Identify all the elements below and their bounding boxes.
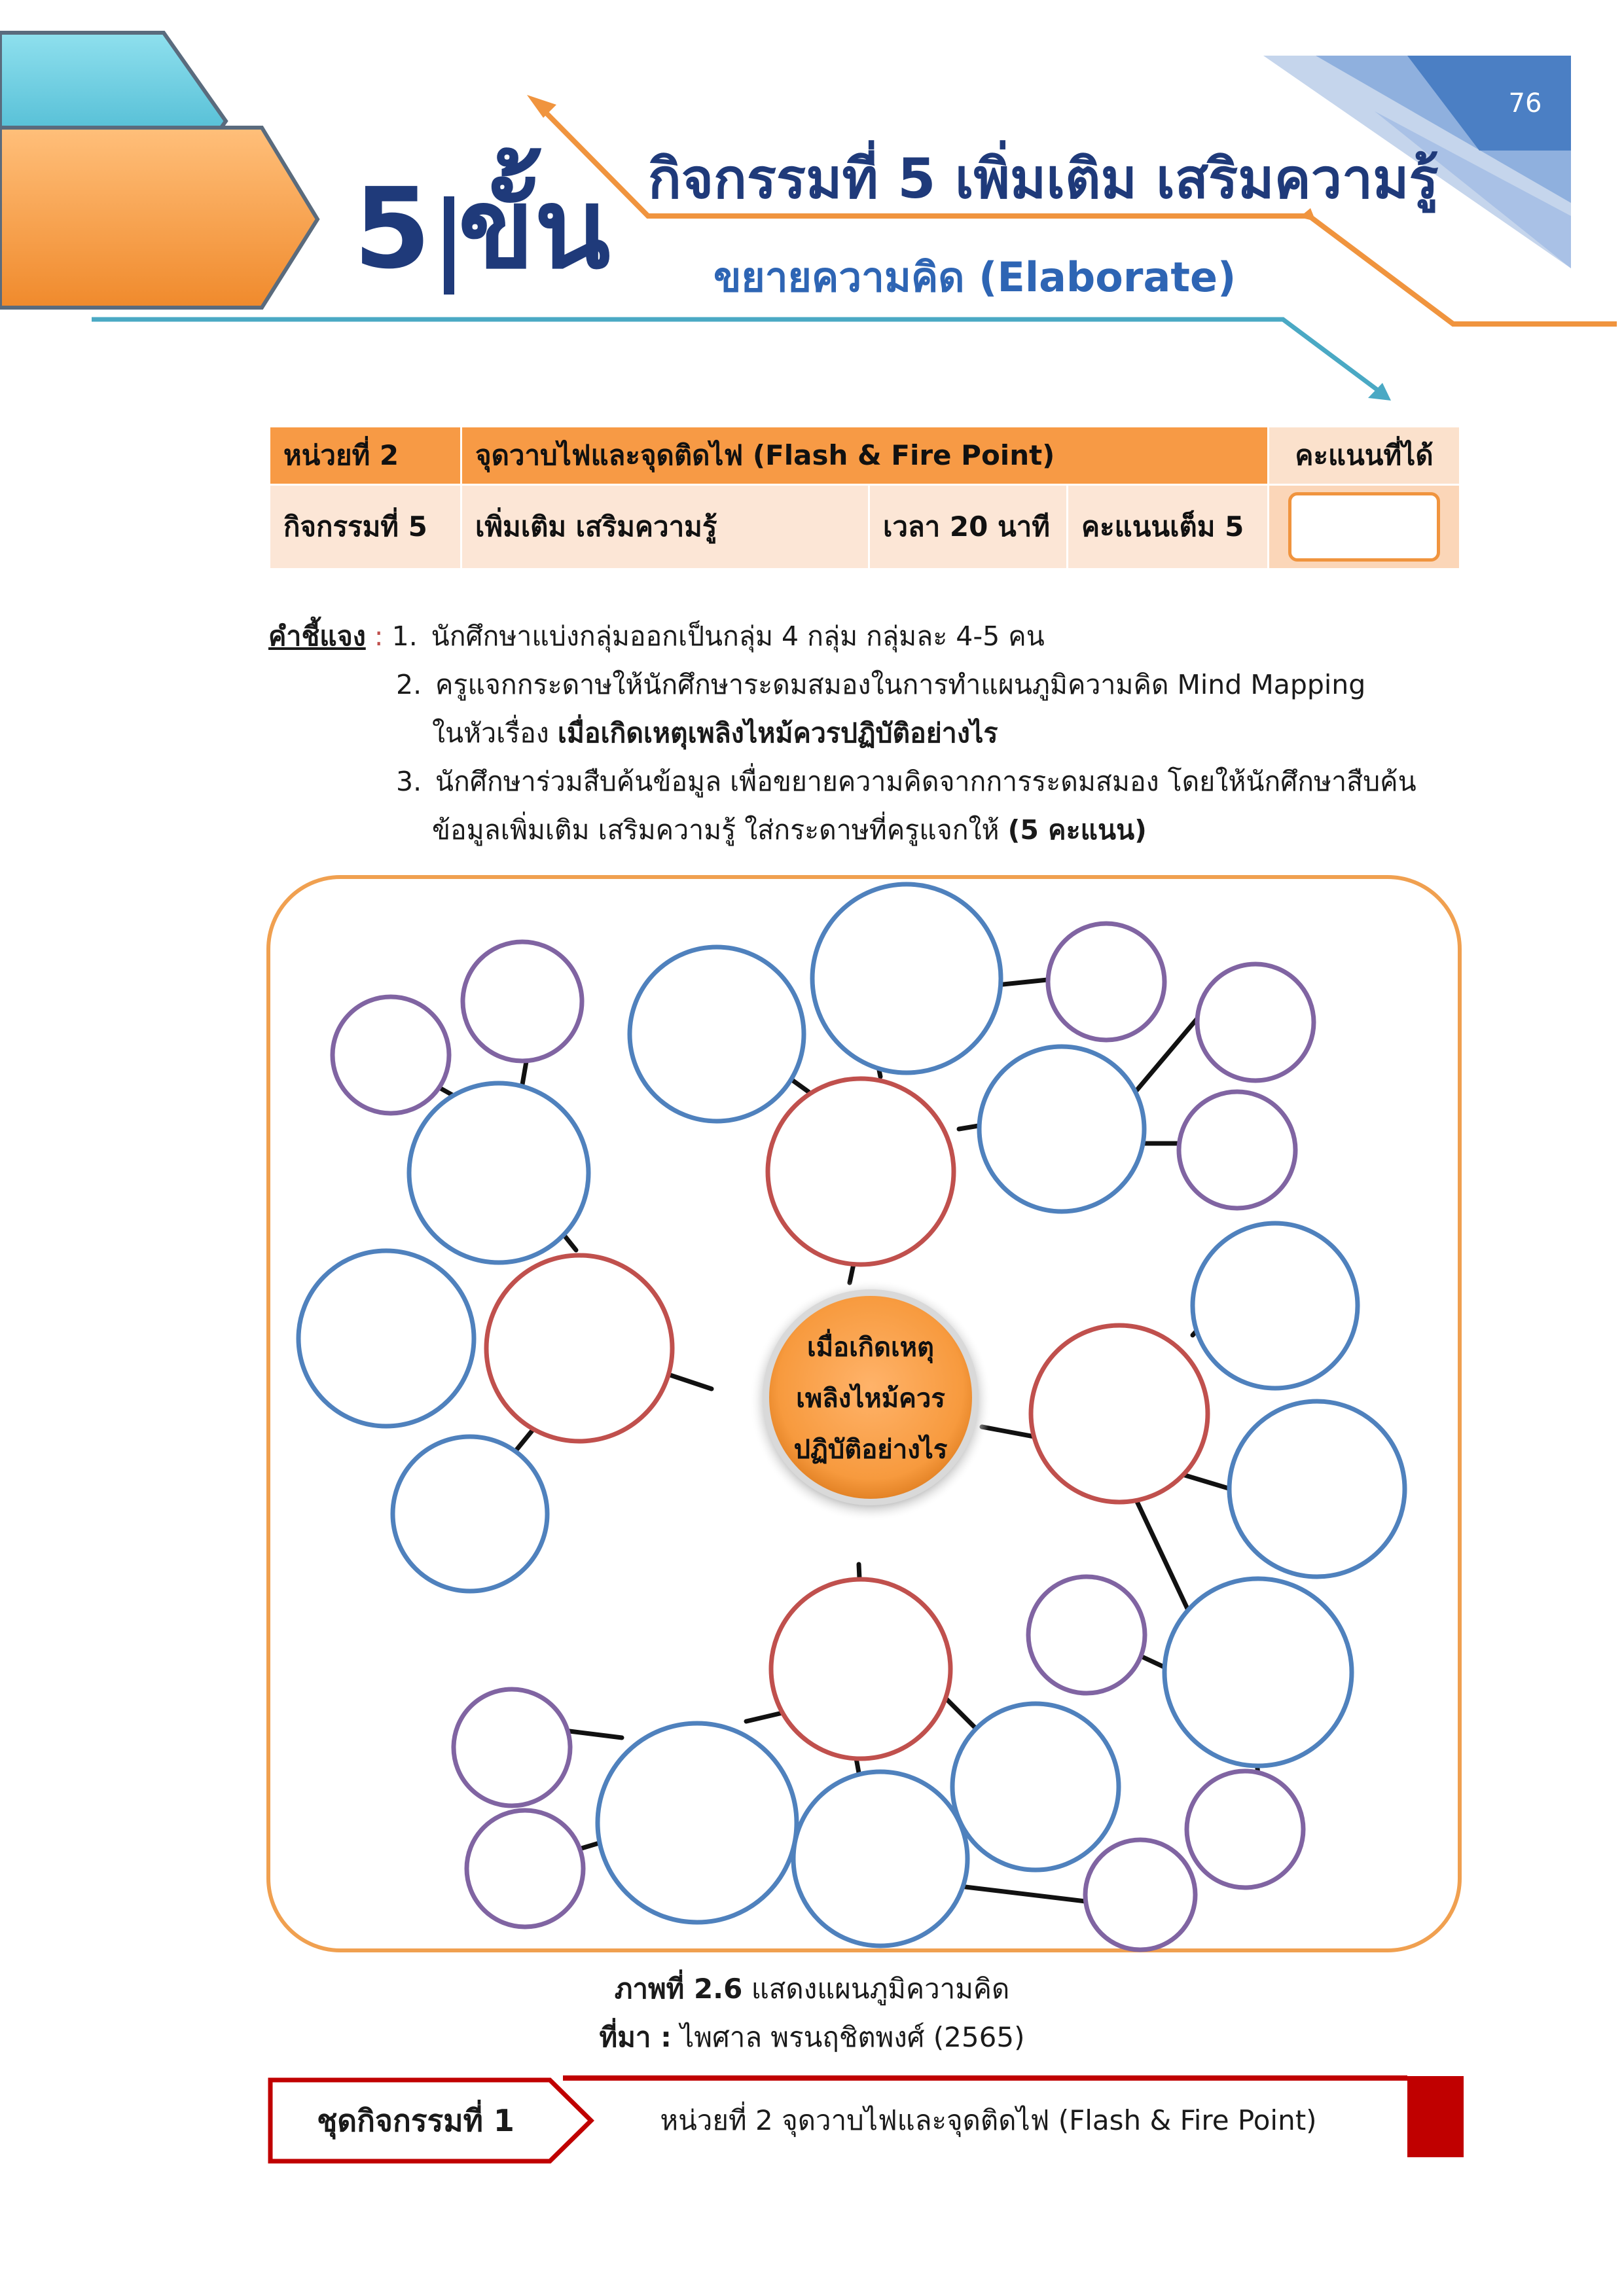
caption-line-source (0, 2013, 1624, 2062)
activity-label: กิจกรรมที่ 5 (270, 485, 461, 569)
detail-circle (454, 1689, 570, 1806)
idea-circle (812, 884, 1001, 1073)
figure-caption (0, 1965, 1624, 2062)
score-cell (1269, 485, 1460, 569)
connector-line (1136, 1499, 1188, 1610)
branch-circle (771, 1579, 950, 1759)
connector-line (959, 1126, 979, 1129)
step-number: 5 (353, 164, 431, 294)
orange-arrow-shape (0, 128, 317, 308)
instruction-item-2 (268, 660, 1486, 709)
branch-circle (486, 1255, 672, 1441)
source-label: ที่มา : (599, 2021, 672, 2053)
step-word: ขั้น (458, 164, 611, 294)
topic-text: เมื่อเกิดเหตุเพลิงไหม้ควรปฏิบัติอย่างไร (557, 717, 998, 749)
detail-circle (1048, 924, 1164, 1040)
item-text: นักศึกษาร่วมสืบค้นข้อมูล เพื่อขยายความคิดจากการระดมสมอง โดยให้นักศึกษาสืบค้น (435, 766, 1416, 797)
detail-circle (333, 997, 449, 1113)
unit-label: หน่วยที่ 2 (270, 427, 461, 485)
source-text: ไพศาล พรนฤชิตพงศ์ (2565) (680, 2021, 1025, 2053)
item-text: ในหัวเรื่อง (432, 717, 549, 749)
unit-name: จุดวาบไฟและจุดติดไฟ (Flash & Fire Point) (461, 427, 1269, 485)
idea-circle (1229, 1401, 1405, 1577)
activity-time: เวลา 20 นาที (869, 485, 1068, 569)
idea-circle (1164, 1579, 1352, 1766)
center-line: ปฏิบัติอย่างไร (793, 1435, 948, 1465)
idea-circle (793, 1772, 967, 1946)
instruction-item-1 (268, 612, 1486, 660)
info-row-unit (270, 427, 1460, 485)
idea-circle (1193, 1223, 1358, 1388)
center-line: เมื่อเกิดเหตุ (807, 1333, 934, 1363)
connector-line (946, 1698, 979, 1731)
activity-name: เพิ่มเติม เสริมความรู้ (461, 485, 869, 569)
info-table (268, 425, 1461, 570)
step-divider (444, 196, 454, 295)
instruction-item-3 (268, 757, 1486, 806)
idea-circle (298, 1251, 474, 1426)
idea-circle (979, 1047, 1144, 1211)
detail-circle (1085, 1840, 1195, 1950)
item-text: นักศึกษาแบ่งกลุ่มออกเป็นกลุ่ม 4 กลุ่ม กลุ่มละ 4-5 คน (431, 620, 1045, 652)
instructions-colon: : (374, 620, 384, 652)
idea-circle (598, 1723, 797, 1922)
footer-red-tab (1407, 2076, 1464, 2157)
detail-circle (1187, 1771, 1303, 1888)
detail-circle (1179, 1092, 1295, 1208)
footer-set-label: ชุดกิจกรรมที่ 1 (317, 2103, 514, 2138)
center-node-label (720, 1322, 1021, 1475)
activity-title: กิจกรรมที่ 5 เพิ่มเติม เสริมความรู้ (648, 147, 1439, 211)
footer-unit-text: หน่วยที่ 2 จุดวาบไฟและจุดติดไฟ (Flash & Fire Point) (660, 2104, 1317, 2136)
item-text: ครูแจกกระดาษให้นักศึกษาระดมสมองในการทำแผนภูมิความคิด Mind Mapping (435, 669, 1366, 700)
idea-circle (630, 947, 804, 1121)
figure-text: แสดงแผนภูมิความคิด (751, 1973, 1010, 2005)
page-number: 76 (1508, 88, 1542, 118)
item-number: 3. (396, 766, 422, 797)
score-header: คะแนนที่ได้ (1269, 427, 1460, 485)
connector-line (949, 1885, 1085, 1901)
instruction-item-2-cont (268, 709, 1486, 757)
detail-circle (1197, 964, 1314, 1081)
orange-arrowhead (527, 95, 556, 118)
idea-circle (409, 1083, 588, 1263)
idea-circle (952, 1704, 1119, 1870)
instructions (268, 612, 1486, 854)
item-number: 2. (396, 669, 422, 700)
figure-label: ภาพที่ 2.6 (614, 1973, 743, 2005)
detail-circle (1028, 1577, 1145, 1693)
info-row-activity (270, 485, 1460, 569)
connector-line (792, 1080, 808, 1092)
item-text: ข้อมูลเพิ่มเติม เสริมความรู้ ใส่กระดาษที่ครูแจกให้ (432, 814, 1000, 846)
connector-line (997, 980, 1047, 985)
instruction-item-3-cont (268, 806, 1486, 854)
instructions-label: คำชี้แจง (268, 620, 366, 652)
branch-circle (768, 1079, 954, 1265)
detail-circle (467, 1810, 583, 1927)
score-text: (5 คะแนน) (1007, 814, 1147, 846)
center-line: เพลิงไหม้ควร (796, 1384, 945, 1414)
caption-line-figure (0, 1965, 1624, 2013)
score-input-box[interactable] (1288, 492, 1440, 562)
connector-line (569, 1731, 622, 1738)
item-number: 1. (391, 620, 418, 652)
activity-full-score: คะแนนเต็ม 5 (1068, 485, 1269, 569)
idea-circle (393, 1437, 547, 1591)
blue-underline (92, 319, 1381, 393)
detail-circle (463, 942, 582, 1061)
activity-subtitle: ขยายความคิด (Elaborate) (713, 253, 1236, 301)
header-decoration (0, 0, 1624, 458)
branch-circle (1031, 1325, 1208, 1502)
